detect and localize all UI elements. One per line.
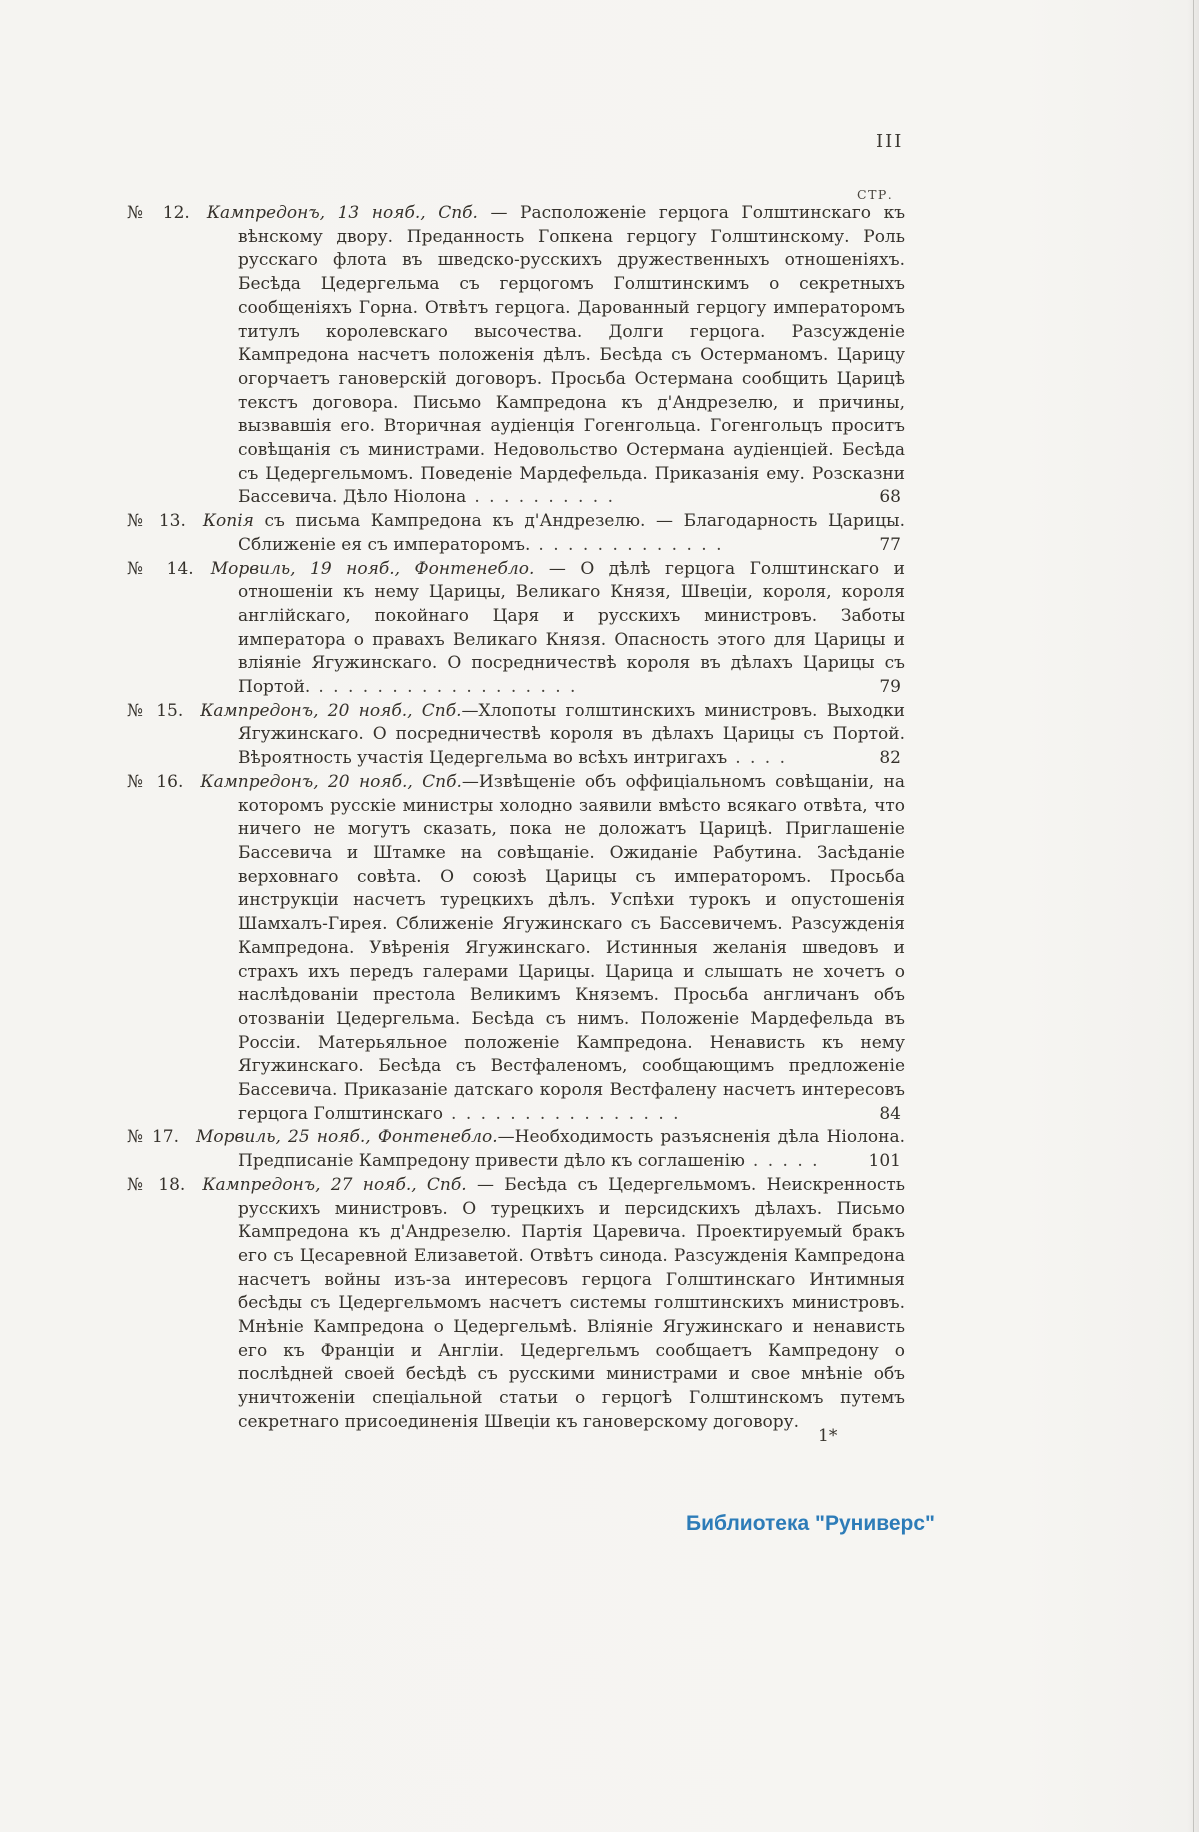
entry-number: № 17.	[127, 1127, 180, 1148]
toc-entry	[127, 510, 905, 557]
entry-page-number: 82	[879, 748, 901, 769]
entry-heading: Морвиль, 19 нояб., Фонтенебло.	[210, 558, 535, 579]
entry-description: —Извѣщеніе объ оффиціальномъ совѣщаніи, на которомъ русскіе министры холодно заявили вмѣсто всякаго отвѣта, что ничего не могутъ сказать, пока не доложатъ Царицѣ. Приглашеніе Бассевича и Штамке на совѣщаніе. Ожиданіе Рабутина. Засѣданіе верховнаго совѣта. О союзѣ Царицы съ императоромъ. Просьба инструкціи насчетъ турецкихъ дѣлъ. Успѣхи турокъ и опустошенія Шамхалъ-Гирея. Сближеніе Ягужинскаго съ Бассевичемъ. Разсужденія Кампредона. Увѣренія Ягужинскаго. Истинныя желанія шведовъ и страхъ ихъ передъ галерами Царицы. Царица и слышать не хочетъ о наслѣдованіи престола Великимъ Княземъ. Просьба англичанъ объ отозваніи Цедергельма. Бесѣда съ нимъ. Положеніе Мардефельда въ Россіи. Матерьяльное положеніе Кампредона. Ненависть къ нему Ягужинскаго. Бесѣда съ Вестфаленомъ, сообщающимъ предложеніе Бассевича. Приказаніе датскаго короля Вестфалену насчетъ интересовъ герцога Голштинскаго	[238, 771, 906, 1124]
entry-description: — Бесѣда съ Цедергельмомъ. Неискренность русскихъ министровъ. О турецкихъ и персидскихъ дѣлахъ. Письмо Кампредона къ д'Андрезелю. Партія Царевича. Проектируемый бракъ его съ Цесаревной Елизаветой. Отвѣтъ синода. Разсужденія Кампредона насчетъ войны изъ-за интересовъ герцога Голштинскаго Интимныя бесѣды съ Цедергельмомъ насчетъ системы голштинскихъ министровъ. Мнѣніе Кампредона о Цедергельмѣ. Вліяніе Ягужинскаго и ненависть его къ Франціи и Англіи. Цедергельмъ сообщаетъ Кампредону о послѣдней своей бесѣдѣ съ русскими министрами и свое мнѣніе объ уничтоженіи спеціальной статьи о герцогѣ Голштинскомъ путемъ секретнаго присоединенія Швеціи къ гановерскому договору.	[238, 1174, 905, 1432]
folio-number: III	[876, 131, 904, 152]
dot-leader: . . . .	[735, 748, 788, 769]
toc-entry	[127, 771, 905, 1127]
entry-description: съ письма Кампредона къ д'Андрезелю. — Благодарность Царицы. Сближеніе ея съ императоромъ.	[238, 511, 905, 555]
entry-number: № 12.	[127, 203, 190, 223]
signature-mark: 1*	[818, 1426, 838, 1446]
toc-entry	[127, 202, 905, 510]
entry-heading: Кампредонъ, 13 нояб., Спб.	[206, 203, 478, 223]
entry-page-number: 101	[868, 1151, 901, 1172]
entry-page-number: 84	[879, 1103, 901, 1124]
dot-leader: . . . . .	[752, 1151, 820, 1172]
entry-heading: Кампредонъ, 27 нояб., Спб.	[202, 1174, 467, 1195]
library-watermark: Библиотека "Руниверс"	[686, 1512, 936, 1535]
toc-entry	[127, 700, 905, 771]
entry-number: № 16.	[127, 771, 184, 792]
table-of-contents	[127, 202, 905, 1435]
entry-description: — Расположеніе герцога Голштинскаго къ вѣнскому двору. Преданность Гопкена герцогу Голштинскому. Роль русскаго флота въ шведско-русскихъ дружественныхъ отношеніяхъ. Бесѣда Цедергельма съ герцогомъ Голштинскимъ о секретныхъ сообщеніяхъ Горна. Отвѣтъ герцога. Дарованный герцогу императоромъ титулъ королевскаго высочества. Долги герцога. Разсужденіе Кампредона насчетъ положенія дѣлъ. Бесѣда съ Остерманомъ. Царицу огорчаетъ гановерскій договоръ. Просьба Остермана сообщить Царицѣ текстъ договора. Письмо Кампредона къ д'Андрезелю, и причины, вызвавшія его. Вторичная аудіенція Гогенгольца. Гогенгольцъ проситъ совѣщанія съ министрами. Недовольство Остермана аудіенціей. Бесѣда съ Цедергельмомъ. Поведеніе Мардефельда. Приказанія ему. Розсказни Бассевича. Дѣло Ніолона	[238, 203, 906, 508]
entry-heading: Кампредонъ, 20 нояб., Спб.	[200, 771, 462, 792]
toc-entry	[127, 1174, 905, 1435]
entry-number: № 13.	[127, 511, 186, 532]
entry-number: № 18.	[127, 1174, 186, 1195]
entry-description: — О дѣлѣ герцога Голштинскаго и отношеніи къ нему Царицы, Великаго Князя, Швеціи, короля, короля англійскаго, покойнаго Царя и русскихъ министровъ. Заботы императора о правахъ Великаго Князя. Опасность этого для Царицы и вліяніе Ягужинскаго. О посредничествѣ короля въ дѣлахъ Царицы съ Портой.	[238, 558, 905, 698]
toc-entry	[127, 1126, 905, 1173]
toc-entry	[127, 558, 905, 700]
dot-leader: . . . . . . . . . . . . .	[538, 534, 724, 555]
entry-page-number: 79	[879, 677, 901, 698]
entry-description: —Хлопоты голштинскихъ министровъ. Выходки Ягужинскаго. О посредничествѣ короля въ дѣлахъ Царицы съ Портой. Вѣроятность участія Цедергельма во всѣхъ интригахъ	[238, 700, 906, 769]
entry-heading: Морвиль, 25 нояб., Фонтенебло.	[196, 1127, 498, 1148]
entry-description: —Необходимость разъясненія дѣла Ніолона. Предписаніе Кампредону привести дѣло къ соглашенію	[238, 1127, 905, 1172]
dot-leader: . . . . . . . . . .	[474, 487, 616, 508]
entry-page-number: 68	[879, 487, 901, 508]
dot-leader: . . . . . . . . . . . . . . . .	[451, 1103, 681, 1124]
entry-heading: Копія	[202, 511, 254, 532]
entry-number: № 15.	[127, 700, 184, 721]
entry-page-number: 77	[879, 534, 901, 555]
page-column-header: СТР.	[857, 187, 894, 202]
entry-number: № 14.	[127, 558, 194, 579]
scan-edge-line	[1193, 0, 1194, 1832]
entry-heading: Кампредонъ, 20 нояб., Спб.	[200, 700, 462, 721]
dot-leader: . . . . . . . . . . . . . . . . . .	[318, 677, 578, 698]
